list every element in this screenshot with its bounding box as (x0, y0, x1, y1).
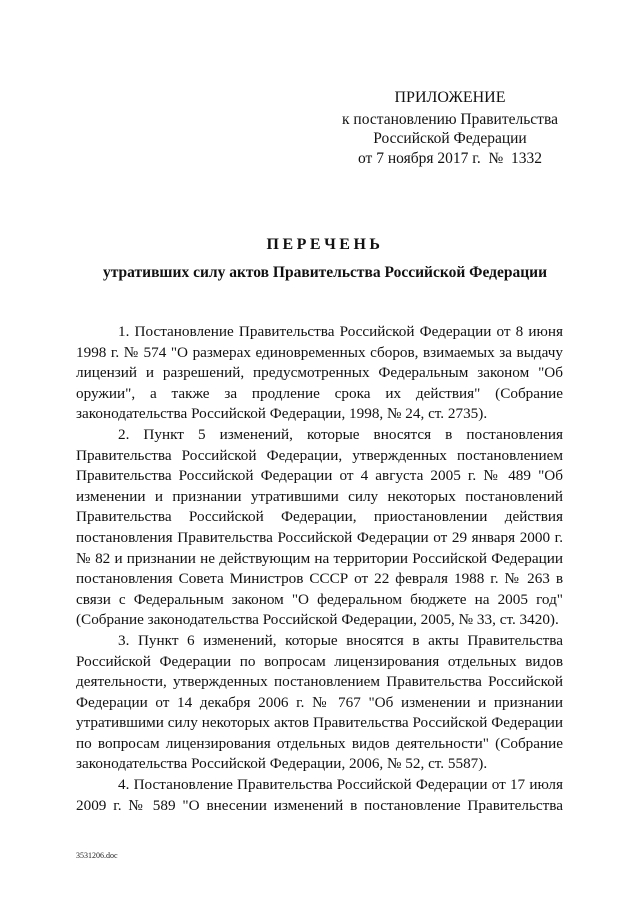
appendix-title: ПРИЛОЖЕНИЕ (394, 89, 506, 106)
file-name-footer: 3531206.doc (76, 851, 118, 860)
paragraph-2: 2. Пункт 5 изменений, которые вносятся в постановления Правительства Российской Федерации, утвержденных постановлением Правительства Российской Федерации от 4 августа 2005 г. № 489 "Об изменении и признании утратившими силу некоторых постановлений Правительства Российской Федерации, приостановлении действия постановления Правительства Российской Федерации от 29 января 2000 г. № 82 и признании не действующим на территории Российской Федерации постановления Совета Министров СССР от 22 февраля 1988 г. № 263 в связи с Федеральным законом "О федеральном бюджете на 2005 год" (Собрание законодательства Российской Федерации, 2005, № 33, ст. 3420). (76, 425, 563, 629)
document-subheading: утративших силу актов Правительства Российской Федерации (103, 264, 547, 281)
document-body (76, 322, 563, 816)
paragraph-3: 3. Пункт 6 изменений, которые вносятся в акты Правительства Российской Федерации по вопросам лицензирования отдельных видов деятельности, утвержденных постановлением Правительства Российской Федерации от 14 декабря 2006 г. № 767 "Об изменении и признании утратившими силу некоторых актов Правительства Российской Федерации по вопросам лицензирования отдельных видов деятельности" (Собрание законодательства Российской Федерации, 2006, № 52, ст. 5587). (76, 631, 563, 773)
paragraph-4: 4. Постановление Правительства Российской Федерации от 17 июля 2009 г. № 589 "О внесении изменений в постановление Правительства (76, 776, 563, 814)
appendix-line-1: к постановлению Правительства (342, 110, 558, 128)
appendix-line-2: Российской Федерации (373, 130, 527, 147)
appendix-line-3: от 7 ноября 2017 г. № 1332 (358, 149, 542, 167)
paragraph-1: 1. Постановление Правительства Российской Федерации от 8 июня 1998 г. № 574 "О размерах единовременных сборов, взимаемых за выдачу лицензий и разрешений, предусмотренных Федеральным законом "Об оружии", а также за продление срока их действия" (Собрание законодательства Российской Федерации, 1998, № 24, ст. 2735). (76, 323, 563, 423)
document-heading: ПЕРЕЧЕНЬ (266, 236, 384, 253)
appendix-block (300, 88, 600, 168)
